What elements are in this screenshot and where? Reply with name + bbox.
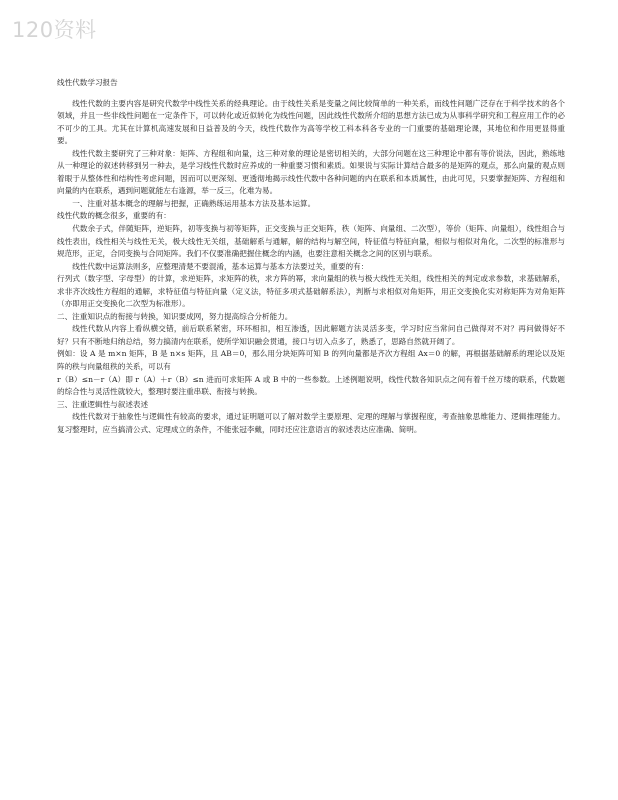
paragraph-connections: 线性代数从内容上看纵横交错，前后联系紧密，环环相扣，相互渗透，因此解题方法灵活多变，学习时应当常问自己做得对不对？再问做得好不好？只有不断地归纳总结，努力搞清内在联系，使所学知识融会贯通，接口与切入点多了，熟悉了，思路自然就开阔了。 <box>57 324 565 346</box>
section-heading-1: 一、注重对基本概念的理解与把握，正确熟练运用基本方法及基本运算。 <box>72 198 316 208</box>
paragraph-operations-list: 行列式（数字型、字母型）的计算，求逆矩阵，求矩阵的秩，求方阵的幂，求向量组的秩与极大线性无关组，线性相关的判定或求参数，求基础解系，求非齐次线性方程组的通解，求特征值与特征向量（定义法，特征多项式基础解系法），判断与求相似对角矩阵，用正交变换化实对称矩阵为对角矩阵（亦即用正交变换化二次型为标准形）。 <box>57 274 565 309</box>
document-title: 线性代数学习报告 <box>57 78 118 87</box>
section-heading-2: 二、注重知识点的衔接与转换，知识要成网，努力提高综合分析能力。 <box>57 311 293 321</box>
watermark-logo: 120资料 <box>12 18 97 42</box>
paragraph-rank-inequality: r（B）≤n－r（A）即 r（A）＋r（B）≤n 进而可求矩阵 A 或 B 中的一些参数。上述例题说明，线性代数各知识点之间有着千丝万缕的联系，代数题的综合性与灵活性就较大，整理时要注重串联、衔接与转换。 <box>57 374 565 397</box>
section-heading-3: 三、注重逻辑性与叙述表述 <box>57 399 149 409</box>
paragraph-example: 例如：设 A 是 m×n 矩阵，B 是 n×s 矩阵，且 AB＝0，那么用分块矩阵可知 B 的列向量都是齐次方程组 Ax＝0 的解，再根据基础解系的理论以及矩阵的秩与向量组秩的关系，可以有 <box>57 349 565 372</box>
paragraph-operations-lead: 线性代数中运算法则多，应整理清楚不要混淆，基本运算与基本方法要过关，重要的有： <box>72 261 369 271</box>
paragraph-logic: 线性代数对于抽象性与逻辑性有较高的要求，通过证明题可以了解对数学主要原理、定理的理解与掌握程度，考查抽象思维能力、逻辑推理能力。复习整理时，应当搞清公式、定理成立的条件，不能张冠李戴，同时还应注意语言的叙述表达应准确、简明。 <box>57 412 565 434</box>
paragraph-intro: 线性代数的主要内容是研究代数学中线性关系的经典理论。由于线性关系是变量之间比较简单的一种关系，而线性问题广泛存在于科学技术的各个领域，并且一些非线性问题在一定条件下，可以转化或近似转化为线性问题，因此线性代数所介绍的思想方法已成为从事科学研究和工程应用工作的必不可少的工具。尤其在计算机高速发展和日益普及的今天，线性代数作为高等学校工科本科各专业的一门重要的基础理论课，其地位和作用更显得重要。 <box>57 98 565 146</box>
paragraph-concepts-list: 代数余子式，伴随矩阵，逆矩阵，初等变换与初等矩阵，正交变换与正交矩阵，秩（矩阵、向量组、二次型），等价（矩阵、向量组），线性组合与线性表出，线性相关与线性无关，极大线性无关组，基础解系与通解，解的结构与解空间，特征值与特征向量，相似与相似对角化，二次型的标准形与规范形，正定，合同变换与合同矩阵。我们不仅要准确把握住概念的内涵，也要注意相关概念之间的区别与联系。 <box>57 224 565 259</box>
document-body <box>57 77 565 436</box>
paragraph-three-objects: 线性代数主要研究了三种对象：矩阵、方程组和向量，这三种对象的理论是密切相关的，大部分问题在这三种理论中都有等价说法，因此，熟练地从一种理论的叙述转移到另一种去，是学习线性代数时应养成的一种重要习惯和素质。如果说与实际计算结合最多的是矩阵的观点，那么向量的观点则着眼于从整体性和结构性考虑问题，因而可以更深刻、更透彻地揭示线性代数中各种问题的内在联系和本质属性，由此可见，只要掌握矩阵、方程组和向量的内在联系，遇到问题就能左右逢源，举一反三，化难为易。 <box>57 148 565 196</box>
paragraph-concepts-lead: 线性代数的概念很多，重要的有： <box>57 211 171 221</box>
